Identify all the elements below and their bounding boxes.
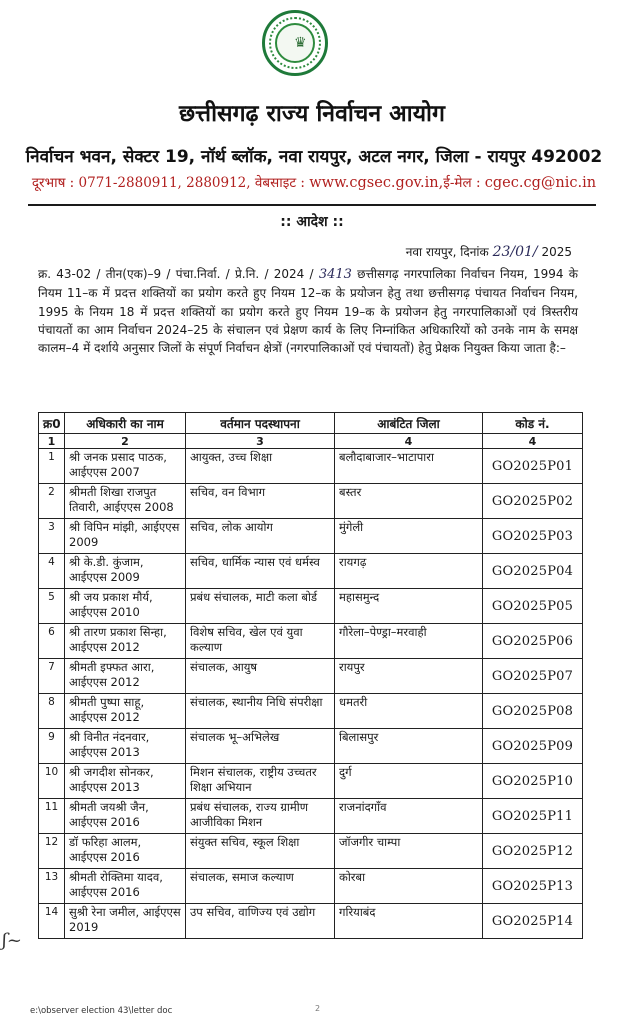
file-path: e:\observer election 43\letter doc bbox=[30, 1006, 173, 1016]
column-number: 4 bbox=[483, 434, 583, 449]
posting-cell: सचिव, वन विभाग bbox=[186, 484, 335, 519]
officer-name-cell: श्री विपिन मांझी, आईएएस 2009 bbox=[65, 519, 186, 554]
serial-cell: 12 bbox=[39, 834, 65, 869]
handwritten-reference: 3413 bbox=[318, 267, 352, 282]
officer-name-cell: श्री तारण प्रकाश सिन्हा, आईएएस 2012 bbox=[65, 624, 186, 659]
organization-name: छत्तीसगढ़ राज्य निर्वाचन आयोग bbox=[179, 101, 445, 127]
posting-cell: विशेष सचिव, खेल एवं युवा कल्याण bbox=[186, 624, 335, 659]
code-cell: GO2025P03 bbox=[483, 519, 583, 554]
code-cell: GO2025P10 bbox=[483, 764, 583, 799]
officer-name-cell: श्रीमती शिखा राजपुत तिवारी, आईएएस 2008 bbox=[65, 484, 186, 519]
district-cell: बलौदाबाजार–भाटापारा bbox=[335, 449, 483, 484]
posting-cell: सचिव, धार्मिक न्यास एवं धर्मस्व bbox=[186, 554, 335, 589]
date-year: 2025 bbox=[537, 245, 572, 259]
code-cell: GO2025P07 bbox=[483, 659, 583, 694]
district-cell: महासमुन्द bbox=[335, 589, 483, 624]
header-serial: क्र0 bbox=[39, 413, 65, 434]
code-cell: GO2025P02 bbox=[483, 484, 583, 519]
column-number-row bbox=[39, 434, 583, 449]
table-row bbox=[39, 519, 583, 554]
district-cell: बस्तर bbox=[335, 484, 483, 519]
serial-cell: 9 bbox=[39, 729, 65, 764]
serial-cell: 14 bbox=[39, 904, 65, 939]
officer-name-cell: श्री जगदीश सोनकर, आईएएस 2013 bbox=[65, 764, 186, 799]
serial-cell: 2 bbox=[39, 484, 65, 519]
code-cell: GO2025P13 bbox=[483, 869, 583, 904]
code-cell: GO2025P11 bbox=[483, 799, 583, 834]
table-row bbox=[39, 624, 583, 659]
code-cell: GO2025P05 bbox=[483, 589, 583, 624]
email-label: ई-मेल : bbox=[443, 175, 485, 191]
officer-name-cell: श्री जय प्रकाश मौर्य, आईएएस 2010 bbox=[65, 589, 186, 624]
phone-numbers: 0771-2880911, 2880912, bbox=[78, 175, 251, 191]
posting-cell: सचिव, लोक आयोग bbox=[186, 519, 335, 554]
table-row bbox=[39, 589, 583, 624]
table-row bbox=[39, 869, 583, 904]
column-number: 4 bbox=[335, 434, 483, 449]
posting-cell: संचालक, आयुष bbox=[186, 659, 335, 694]
column-number: 2 bbox=[65, 434, 186, 449]
website-label: वेबसाइट : bbox=[250, 175, 310, 191]
district-cell: बिलासपुर bbox=[335, 729, 483, 764]
order-title: :: आदेश :: bbox=[280, 214, 344, 230]
serial-cell: 4 bbox=[39, 554, 65, 589]
posting-cell: प्रबंध संचालक, माटी कला बोर्ड bbox=[186, 589, 335, 624]
code-cell: GO2025P09 bbox=[483, 729, 583, 764]
district-cell: जॉजगीर चाम्पा bbox=[335, 834, 483, 869]
code-cell: GO2025P12 bbox=[483, 834, 583, 869]
code-cell: GO2025P04 bbox=[483, 554, 583, 589]
contact-line bbox=[14, 173, 614, 191]
district-cell: मुंगेली bbox=[335, 519, 483, 554]
officer-name-cell: श्रीमती इफ्फत आरा, आईएएस 2012 bbox=[65, 659, 186, 694]
order-paragraph: छत्तीसगढ़ नगरपालिका निर्वाचन नियम, 1994 के नियम 11–क में प्रदत्त शक्तियों का प्रयोग करते हुए नियम 12–क के प्रयोजन हेतु तथा छत्तीसगढ़ पंचायत निर्वाचन नियम, 1995 के नियम 18 में प्रदत्त शक्तियों का प्रयोग करते हुए नियम 19–क के प्रयोजन हेतु नगरपालिकाओं एवं त्रिस्तरीय पंचायतों का आम निर्वाचन 2024–25 के संचालन एवं प्रेक्षण कार्य के लिए निम्नांकित अधिकारियों को उनके नाम के समक्ष कालम–4 में दर्शाये अनुसार जिलों के संपूर्ण निर्वाचन क्षेत्रों (नगरपालिकाओं एवं पंचायतों) हेतु प्रेक्षक नियुक्त किया जाता है:– bbox=[38, 267, 578, 356]
order-date bbox=[406, 243, 572, 260]
organization-address: निर्वाचन भवन, सेक्टर 19, नॉर्थ ब्लॉक, नवा रायपुर, अटल नगर, जिला - रायपुर 492002 bbox=[25, 147, 603, 167]
serial-cell: 11 bbox=[39, 799, 65, 834]
serial-cell: 3 bbox=[39, 519, 65, 554]
table-header-row bbox=[39, 413, 583, 434]
header-officer-name: अधिकारी का नाम bbox=[65, 413, 186, 434]
observer-table bbox=[38, 412, 583, 939]
serial-cell: 1 bbox=[39, 449, 65, 484]
order-body bbox=[38, 265, 578, 357]
officer-name-cell: डॉ फरिहा आलम, आईएएस 2016 bbox=[65, 834, 186, 869]
column-number: 3 bbox=[186, 434, 335, 449]
table-row bbox=[39, 554, 583, 589]
officer-name-cell: सुश्री रेना जमील, आईएएस 2019 bbox=[65, 904, 186, 939]
officer-name-cell: श्रीमती रोक्तिमा यादव, आईएएस 2016 bbox=[65, 869, 186, 904]
website-link[interactable]: www.cgsec.gov.in, bbox=[309, 175, 444, 191]
header-current-posting: वर्तमान पदस्थापना bbox=[186, 413, 335, 434]
reference-number: क्र. 43-02 / तीन(एक)–9 / पंचा.निर्वा. / प्रे.नि. / 2024 / bbox=[38, 267, 319, 281]
table-row bbox=[39, 694, 583, 729]
phone-label: दूरभाष : bbox=[31, 175, 79, 191]
code-cell: GO2025P01 bbox=[483, 449, 583, 484]
officer-name-cell: श्रीमती पुष्पा साहू, आईएएस 2012 bbox=[65, 694, 186, 729]
posting-cell: संचालक, स्थानीय निधि संपरीक्षा bbox=[186, 694, 335, 729]
table-row bbox=[39, 729, 583, 764]
email-link[interactable]: cgec.cg@nic.in bbox=[484, 175, 597, 191]
header-allotted-district: आबंटित जिला bbox=[335, 413, 483, 434]
header-divider bbox=[28, 204, 596, 206]
serial-cell: 7 bbox=[39, 659, 65, 694]
table-row bbox=[39, 799, 583, 834]
officer-name-cell: श्री के.डी. कुंजाम, आईएएस 2009 bbox=[65, 554, 186, 589]
posting-cell: मिशन संचालक, राष्ट्रीय उच्चतर शिक्षा अभियान bbox=[186, 764, 335, 799]
serial-cell: 10 bbox=[39, 764, 65, 799]
code-cell: GO2025P14 bbox=[483, 904, 583, 939]
column-number: 1 bbox=[39, 434, 65, 449]
state-emblem-icon bbox=[262, 10, 328, 76]
serial-cell: 5 bbox=[39, 589, 65, 624]
margin-signature: ʃ~ bbox=[2, 930, 22, 951]
table-row bbox=[39, 484, 583, 519]
posting-cell: उप सचिव, वाणिज्य एवं उद्योग bbox=[186, 904, 335, 939]
officer-name-cell: श्रीमती जयश्री जैन, आईएएस 2016 bbox=[65, 799, 186, 834]
table-row bbox=[39, 449, 583, 484]
serial-cell: 6 bbox=[39, 624, 65, 659]
code-cell: GO2025P06 bbox=[483, 624, 583, 659]
district-cell: रायपुर bbox=[335, 659, 483, 694]
posting-cell: संचालक भू–अभिलेख bbox=[186, 729, 335, 764]
district-cell: धमतरी bbox=[335, 694, 483, 729]
serial-cell: 13 bbox=[39, 869, 65, 904]
posting-cell: संचालक, समाज कल्याण bbox=[186, 869, 335, 904]
emblem-center bbox=[275, 23, 315, 63]
header-code-number: कोड नं. bbox=[483, 413, 583, 434]
officer-name-cell: श्री विनीत नंदनवार, आईएएस 2013 bbox=[65, 729, 186, 764]
table-row bbox=[39, 659, 583, 694]
page-mark: 2 bbox=[315, 1004, 321, 1013]
serial-cell: 8 bbox=[39, 694, 65, 729]
table-row bbox=[39, 764, 583, 799]
date-prefix: नवा रायपुर, दिनांक bbox=[405, 245, 493, 259]
code-cell: GO2025P08 bbox=[483, 694, 583, 729]
lion-capital-icon: ♛ bbox=[294, 35, 307, 51]
posting-cell: आयुक्त, उच्च शिक्षा bbox=[186, 449, 335, 484]
district-cell: दुर्ग bbox=[335, 764, 483, 799]
district-cell: कोरबा bbox=[335, 869, 483, 904]
officer-name-cell: श्री जनक प्रसाद पाठक, आईएएस 2007 bbox=[65, 449, 186, 484]
district-cell: गौरेला–पेण्ड्रा–मरवाही bbox=[335, 624, 483, 659]
district-cell: राजनांदगाँव bbox=[335, 799, 483, 834]
district-cell: रायगढ़ bbox=[335, 554, 483, 589]
handwritten-date: 23/01/ bbox=[492, 244, 538, 260]
table-row bbox=[39, 834, 583, 869]
table-row bbox=[39, 904, 583, 939]
district-cell: गरियाबंद bbox=[335, 904, 483, 939]
posting-cell: प्रबंध संचालक, राज्य ग्रामीण आजीविका मिशन bbox=[186, 799, 335, 834]
posting-cell: संयुक्त सचिव, स्कूल शिक्षा bbox=[186, 834, 335, 869]
